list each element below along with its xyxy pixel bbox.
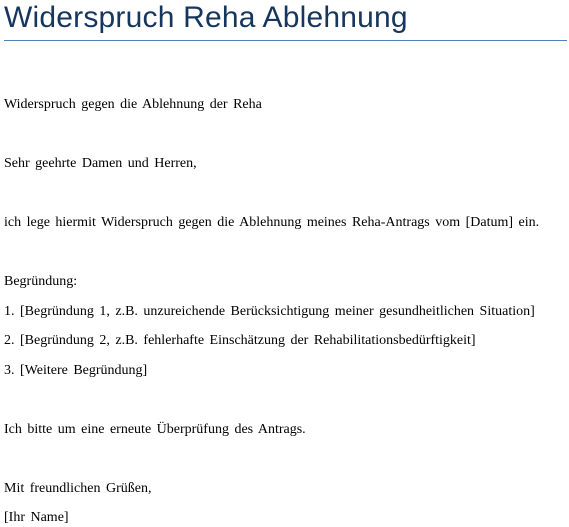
title-underline [4,40,567,41]
reason-item: 2. [Begründung 2, z.B. fehlerhafte Einschätzung der Rehabilitationsbedürftigkeit] [4,333,476,348]
subject-line: Widerspruch gegen die Ablehnung der Reha [4,97,262,112]
reason-item: 3. [Weitere Begründung] [4,363,148,378]
document-title: Widerspruch Reha Ablehnung [4,1,408,34]
closing: Mit freundlichen Grüßen, [4,481,152,496]
intro-paragraph: ich lege hiermit Widerspruch gegen die Ablehnung meines Reha-Antrags vom [Datum] ein. [4,215,540,230]
salutation: Sehr geehrte Damen und Herren, [4,156,197,171]
signature-placeholder: [Ihr Name] [4,510,69,525]
request-paragraph: Ich bitte um eine erneute Überprüfung des Antrags. [4,422,306,437]
reasons-heading: Begründung: [4,274,78,289]
reason-item: 1. [Begründung 1, z.B. unzureichende Berücksichtigung meiner gesundheitlichen Situation] [4,304,535,319]
